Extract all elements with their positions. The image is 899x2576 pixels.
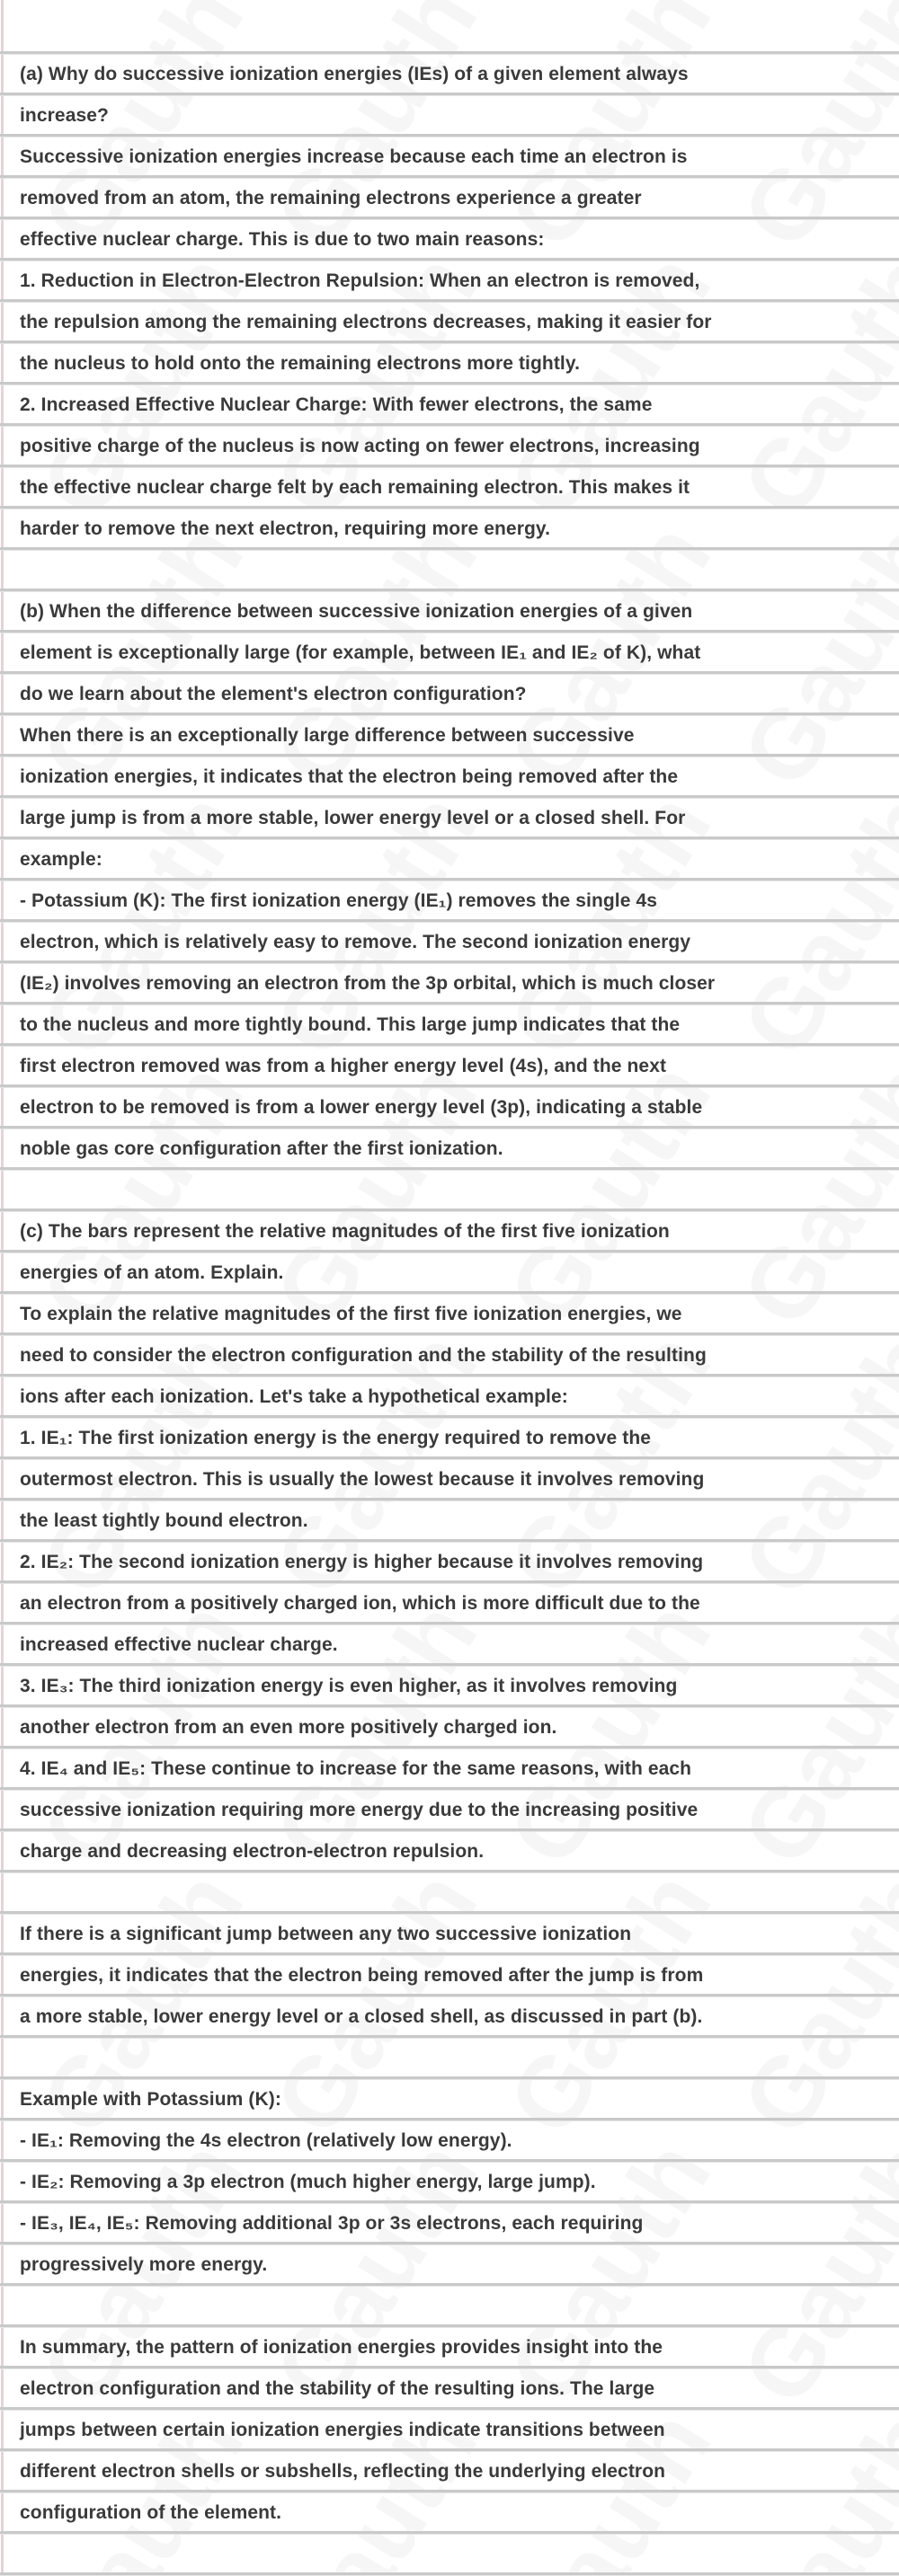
line-text: charge and decreasing electron-electron repulsion. [20,1841,485,1862]
line-text: When there is an exceptionally large difference between successive [20,725,635,746]
text-line [0,919,899,960]
line-text: a more stable, lower energy level or a closed shell, as discussed in part (b). [20,2006,703,2027]
text-line [0,341,899,382]
text-line [0,1622,899,1663]
line-text: noble gas core configuration after the first ionization. [20,1138,503,1159]
line-text: the nucleus to hold onto the remaining electrons more tightly. [20,353,581,374]
text-line [0,1208,899,1250]
text-line [0,1580,899,1622]
ruled-answer-sheet [0,51,899,2576]
line-text: element is exceptionally large (for example, between IE₁ and IE₂ of K), what [20,642,701,663]
text-line [0,878,899,919]
line-text: outermost electron. This is usually the lowest because it involves removing [20,1469,705,1490]
text-line [0,1415,899,1456]
text-line [0,1787,899,1828]
text-line [0,1746,899,1787]
line-text: configuration of the element. [20,2502,282,2523]
text-line [0,2448,899,2490]
text-line [0,671,899,713]
line-text: - IE₂: Removing a 3p electron (much higher energy, large jump). [20,2172,596,2192]
text-line [0,1994,899,2035]
line-text: (IE₂) involves removing an electron from the 3p orbital, which is much closer [20,973,716,994]
text-line [0,754,899,795]
line-text: - IE₁: Removing the 4s electron (relatively low energy). [20,2130,512,2151]
line-text: 4. IE₄ and IE₅: These continue to increase for the same reasons, with each [20,1758,692,1779]
text-line [0,2200,899,2242]
line-text: harder to remove the next electron, requiring more energy. [20,518,551,539]
line-text: (c) The bars represent the relative magnitudes of the first five ionization [20,1221,670,1242]
text-line [0,1043,899,1084]
text-line [0,51,899,93]
line-text: 2. IE₂: The second ionization energy is higher because it involves removing [20,1552,704,1572]
text-line [0,1456,899,1498]
line-text: different electron shells or subshells, reflecting the underlying electron [20,2461,666,2482]
line-text: electron to be removed is from a lower energy level (3p), indicating a stable [20,1097,703,1118]
text-line [0,1291,899,1332]
text-line [0,506,899,547]
line-text: electron, which is relatively easy to remove. The second ionization energy [20,932,691,952]
line-text: positive charge of the nucleus is now acting on fewer electrons, increasing [20,436,700,456]
text-line [0,1084,899,1126]
text-line [0,1952,899,1994]
text-line [0,1374,899,1415]
line-text: Successive ionization energies increase because each time an electron is [20,146,688,167]
text-line [0,1911,899,1952]
text-line [0,2407,899,2448]
line-text: (a) Why do successive ionization energies (IEs) of a given element always [20,64,689,84]
text-line [0,589,899,630]
text-line [0,299,899,341]
text-line [0,134,899,175]
text-line [0,93,899,134]
line-text: 3. IE₃: The third ionization energy is even higher, as it involves removing [20,1676,678,1696]
text-line [0,1332,899,1374]
line-text: an electron from a positively charged ion, which is more difficult due to the [20,1593,700,1614]
text-line [0,1002,899,1043]
text-line [0,713,899,754]
line-text: effective nuclear charge. This is due to two main reasons: [20,229,545,250]
line-text: progressively more energy. [20,2254,268,2275]
blank-line [0,2531,899,2572]
text-line [0,1539,899,1580]
text-line [0,1250,899,1291]
line-text: energies, it indicates that the electron being removed after the jump is from [20,1965,704,1986]
text-line [0,1828,899,1870]
line-text: energies of an atom. Explain. [20,1262,284,1283]
text-line [0,2242,899,2283]
line-text: the least tightly bound electron. [20,1510,308,1531]
line-text: the effective nuclear charge felt by each remaining electron. This makes it [20,477,690,498]
line-text: another electron from an even more positively charged ion. [20,1717,557,1738]
line-text: need to consider the electron configuration and the stability of the resulting [20,1345,707,1366]
line-text: jumps between certain ionization energies indicate transitions between [20,2420,665,2440]
line-text: If there is a significant jump between any two successive ionization [20,1924,632,1944]
line-text: large jump is from a more stable, lower energy level or a closed shell. For [20,808,686,828]
text-line [0,1126,899,1167]
line-text: increase? [20,105,109,126]
line-text: - Potassium (K): The first ionization energy (IE₁) removes the single 4s [20,890,658,911]
text-line [0,1663,899,1704]
line-text: ionization energies, it indicates that the electron being removed after the [20,766,679,787]
text-line [0,2076,899,2118]
text-line [0,175,899,217]
line-text: (b) When the difference between successive ionization energies of a given [20,601,693,622]
line-text: increased effective nuclear charge. [20,1634,338,1655]
line-text: Example with Potassium (K): [20,2089,281,2110]
line-text: successive ionization requiring more energy due to the increasing positive [20,1800,699,1820]
line-text: ions after each ionization. Let's take a hypothetical example: [20,1386,568,1407]
text-line [0,2366,899,2407]
line-text: example: [20,849,102,870]
text-line [0,217,899,258]
line-text: In summary, the pattern of ionization energies provides insight into the [20,2337,663,2358]
blank-line [0,2035,899,2076]
text-line [0,630,899,671]
line-text: do we learn about the element's electron configuration? [20,684,527,704]
blank-line [0,1870,899,1911]
line-text: - IE₃, IE₄, IE₅: Removing additional 3p or 3s electrons, each requiring [20,2213,644,2234]
line-text: to the nucleus and more tightly bound. This large jump indicates that the [20,1014,681,1035]
text-line [0,423,899,465]
text-line [0,2324,899,2366]
line-text: 1. Reduction in Electron-Electron Repulsion: When an electron is removed, [20,270,700,291]
text-line [0,837,899,878]
blank-line [0,547,899,589]
blank-line [0,2283,899,2324]
text-line [0,382,899,423]
line-text: removed from an atom, the remaining electrons experience a greater [20,188,642,208]
text-line [0,465,899,506]
line-text: first electron removed was from a higher energy level (4s), and the next [20,1056,667,1076]
text-line [0,960,899,1002]
text-line [0,795,899,837]
text-line [0,1704,899,1746]
text-line [0,258,899,299]
line-text: 1. IE₁: The first ionization energy is the energy required to remove the [20,1428,652,1448]
line-text: the repulsion among the remaining electrons decreases, making it easier for [20,312,712,332]
text-line [0,2490,899,2531]
line-text: To explain the relative magnitudes of the first five ionization energies, we [20,1304,682,1324]
blank-line [0,1167,899,1208]
text-line [0,2159,899,2200]
line-text: electron configuration and the stability of the resulting ions. The large [20,2378,655,2399]
line-text: 2. Increased Effective Nuclear Charge: With fewer electrons, the same [20,394,653,415]
text-line [0,1498,899,1539]
text-line [0,2118,899,2159]
rule-line [0,2572,899,2576]
